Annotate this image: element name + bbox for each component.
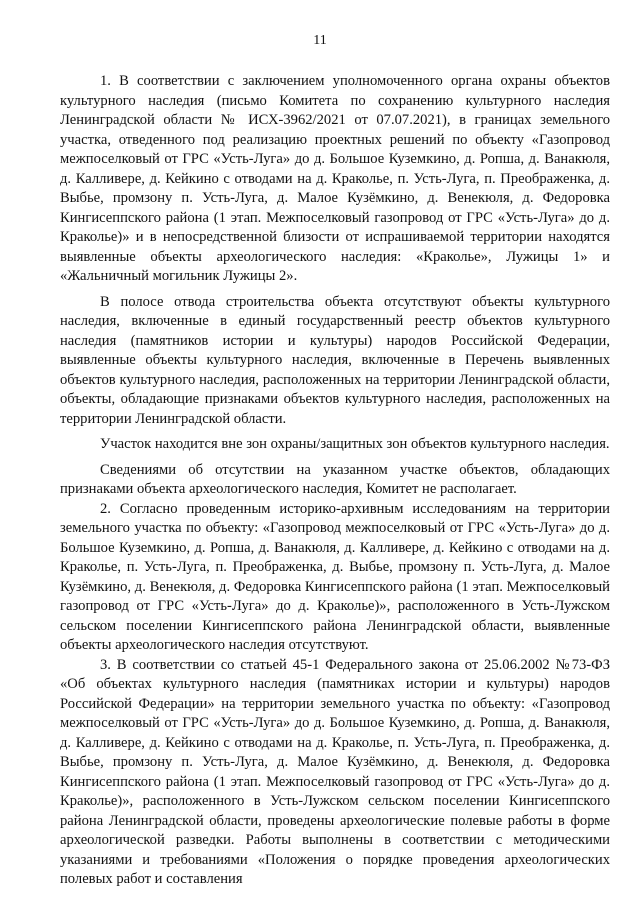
paragraph-4: Сведениями об отсутствии на указанном участке объектов, обладающих признаками объекта археологического наследия, Комитет не располагает.	[60, 461, 610, 497]
page-number: 11	[313, 33, 327, 48]
document-body	[60, 72, 610, 890]
paragraph-2: В полосе отвода строительства объекта отсутствуют объекты культурного наследия, включенные в единый государственный реестр объектов культурного наследия (памятников истории и культуры) народов Российской Федерации, выявленные объекты культурного наследия, включенные в Перечень выявленных объектов культурного наследия, расположенных на территории Ленинградской области, объекты, обладающие признаками объектов культурного наследия, расположенных на территории Ленинградской области.	[60, 293, 610, 427]
paragraph-5: 2. Согласно проведенным историко-архивным исследованиям на территории земельного участка по объекту: «Газопровод межпоселковый от ГРС «Усть-Луга» до д. Большое Куземкино, д. Ропша, д. Ванакюля, д. Калливере, д. Кейкино с отводами на д. Краколье, п. Усть-Луга, п. Преображенка, д. Выбье, промзону п. Усть-Луга, д. Малое Кузёмкино, д. Венекюля, д. Федоровка Кингисеппского района (1 этап. Межпоселковый газопровод от ГРС «Усть-Луга» до д. Краколье)», расположенного в Усть-Лужском сельском поселении Кингисеппского района Ленинградской области, выявленные объекты археологического наследия отсутствуют.	[60, 500, 610, 653]
paragraph-1: 1. В соответствии с заключением уполномоченного органа охраны объектов культурного наследия (письмо Комитета по сохранению культурного наследия Ленинградской области № ИСХ-3962/2021 от 07.07.2021), в границах земельного участка, отведенного под реализацию проектных решений по объекту «Газопровод межпоселковый от ГРС «Усть-Луга» до д. Большое Куземкино, д. Ропша, д. Ванакюля, д. Калливере, д. Кейкино с отводами на д. Краколье, п. Усть-Луга, п. Преображенка, д. Выбье, промзону п. Усть-Луга, д. Малое Кузёмкино, д. Венекюля, д. Федоровка Кингисеппского района (1 этап. Межпоселковый газопровод от ГРС «Усть-Луга» до д. Краколье)» и в непосредственной близости от испрашиваемой территории находятся выявленные объекты археологического наследия: «Краколье», Лужицы 1» и «Жальничный могильник Лужицы 2».	[60, 73, 610, 284]
paragraph-3: Участок находится вне зон охраны/защитных зон объектов культурного наследия.	[100, 436, 610, 452]
paragraph-6: 3. В соответствии со статьей 45-1 Федерального закона от 25.06.2002 №73-ФЗ «Об объектах культурного наследия (памятниках истории и культуры) народов Российской Федерации» на территории земельного участка по объекту: «Газопровод межпоселковый от ГРС «Усть-Луга» до д. Большое Куземкино, д. Ропша, д. Ванакюля, д. Калливере, д. Кейкино с отводами на д. Краколье, п. Усть-Луга, п. Преображенка, д. Выбье, промзону п. Усть-Луга, д. Малое Кузёмкино, д. Венекюля, д. Федоровка Кингисеппского района (1 этап. Межпоселковый газопровод от ГРС «Усть-Луга» до д. Краколье)», расположенного в Усть-Лужском сельском поселении Кингисеппского района Ленинградской области, проведены археологические полевые работы в форме археологической разведки. Работы выполнены в соответствии с методическими указаниями и требованиями «Положения о порядке проведения археологических полевых работ и составления	[60, 656, 610, 887]
